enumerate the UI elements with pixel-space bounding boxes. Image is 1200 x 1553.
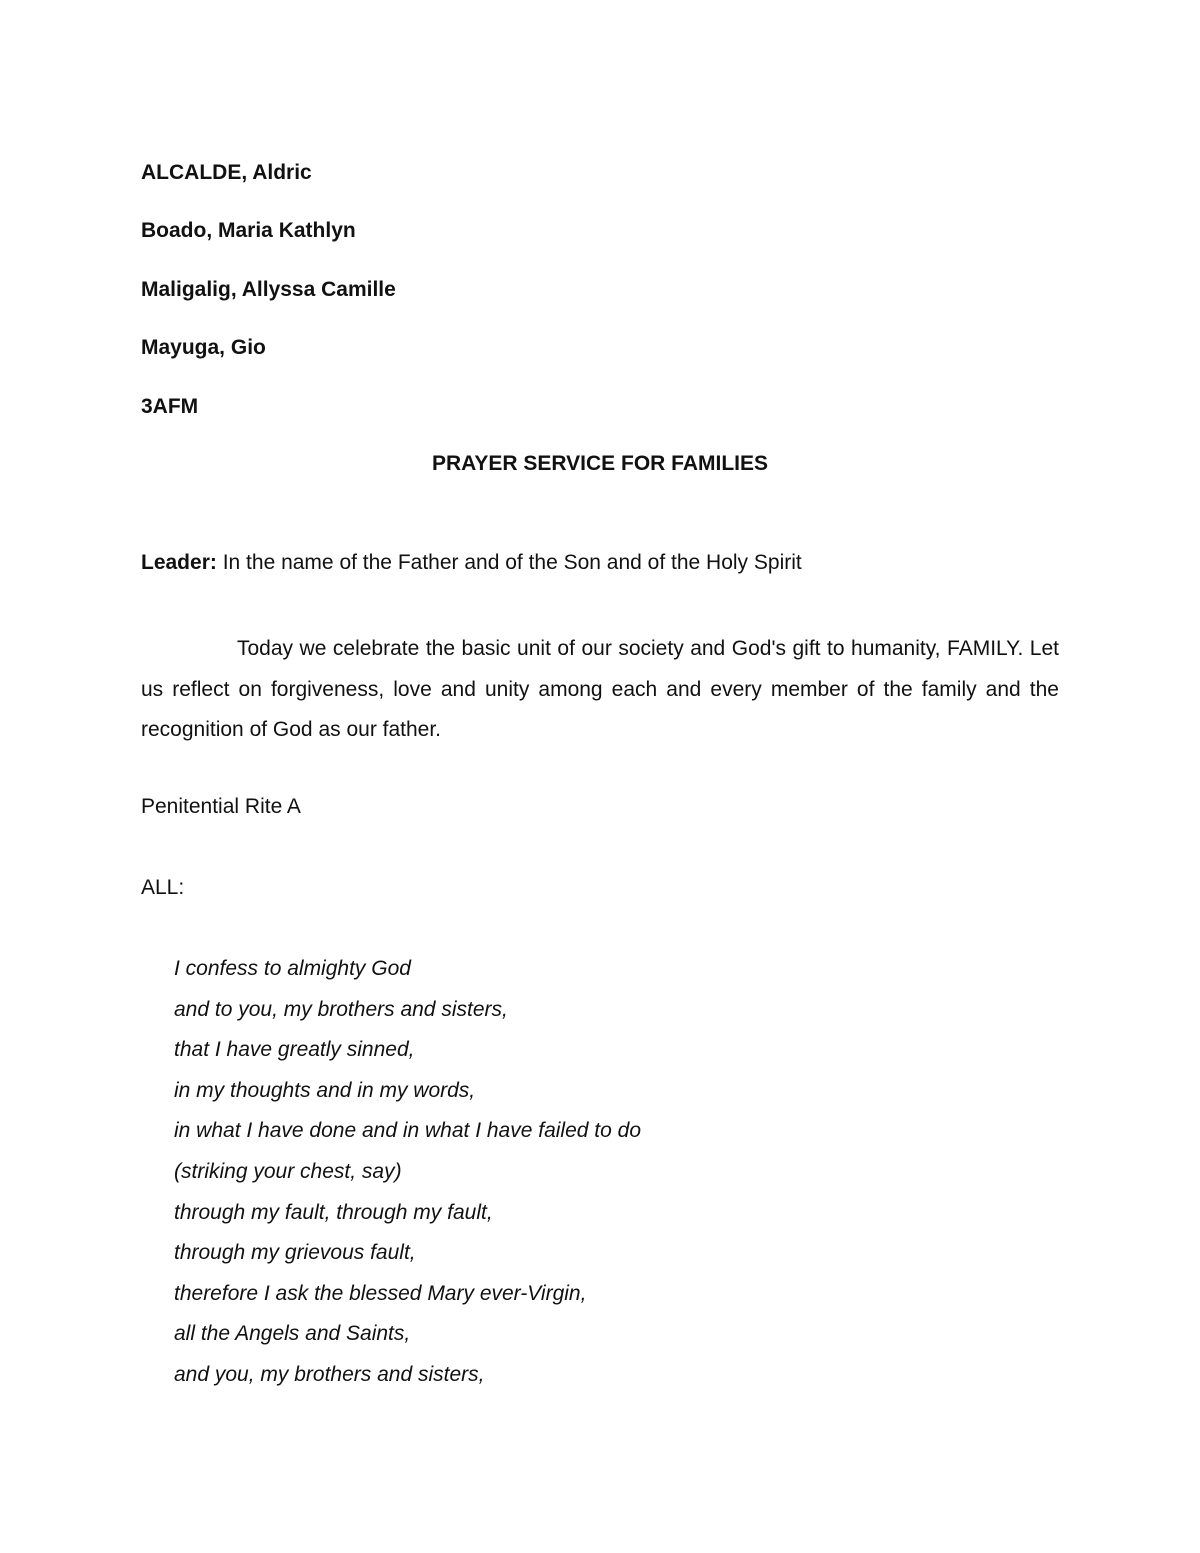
prayer-line: and to you, my brothers and sisters, — [174, 997, 508, 1021]
author-list — [141, 158, 396, 450]
prayer-line: I confess to almighty God — [174, 957, 411, 980]
prayer-line: and you, my brothers and sisters, — [174, 1362, 485, 1386]
confiteor-prayer — [174, 954, 641, 1401]
prayer-line: through my fault, through my fault, — [174, 1200, 493, 1224]
author-name: Boado, Maria Kathlyn — [141, 219, 356, 243]
prayer-line: in my thoughts and in my words, — [174, 1078, 476, 1102]
prayer-line: all the Angels and Saints, — [174, 1322, 411, 1346]
author-name: Maligalig, Allyssa Camille — [141, 277, 396, 301]
leader-line — [141, 548, 802, 577]
prayer-line: through my grievous fault, — [174, 1241, 416, 1265]
section-code: 3AFM — [141, 394, 199, 418]
document-title: PRAYER SERVICE FOR FAMILIES — [431, 452, 769, 475]
author-name: Mayuga, Gio — [141, 336, 266, 360]
author-name: ALCALDE, Aldric — [141, 161, 312, 184]
all-label: ALL: — [141, 876, 185, 899]
leader-text: In the name of the Father and of the Son and of the Holy Spirit — [222, 551, 802, 574]
rite-heading: Penitential Rite A — [141, 795, 301, 818]
prayer-line: therefore I ask the blessed Mary ever-Virgin, — [174, 1281, 587, 1305]
leader-label: Leader: — [141, 551, 217, 574]
prayer-line: (striking your chest, say) — [174, 1159, 402, 1183]
prayer-line: that I have greatly sinned, — [174, 1038, 415, 1062]
intro-paragraph: Today we celebrate the basic unit of our society and God's gift to humanity, FAMILY. Let us reflect on forgiveness, love and unity among each and every member of the family and the recognition of God as our father. — [141, 637, 1059, 742]
prayer-line: in what I have done and in what I have failed to do — [174, 1119, 641, 1143]
